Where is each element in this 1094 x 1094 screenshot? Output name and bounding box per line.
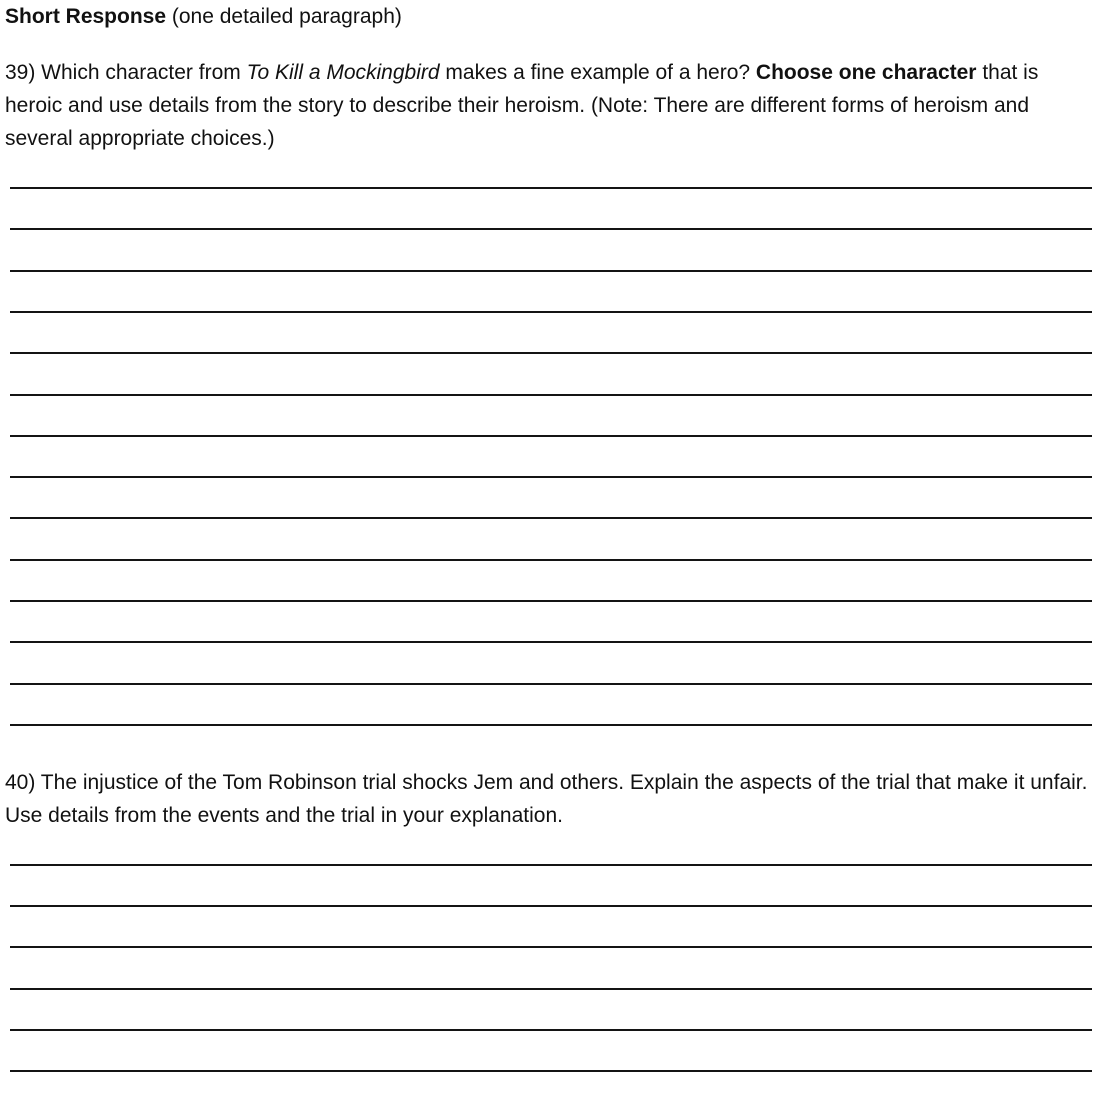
- question-39-emphasis: Choose one character: [755, 61, 977, 84]
- answer-line[interactable]: [10, 394, 1092, 396]
- answer-line[interactable]: [10, 905, 1092, 907]
- answer-line[interactable]: [10, 600, 1092, 602]
- answer-line[interactable]: [10, 683, 1092, 685]
- question-39: [5, 56, 1090, 155]
- answer-line[interactable]: [10, 559, 1092, 561]
- question-40: [5, 766, 1090, 832]
- section-heading-bold: Short Response: [5, 5, 167, 28]
- answer-line[interactable]: [10, 311, 1092, 313]
- book-title: To Kill a Mockingbird: [246, 61, 440, 84]
- answer-line[interactable]: [10, 946, 1092, 948]
- answer-line[interactable]: [10, 517, 1092, 519]
- section-heading-note: (one detailed paragraph): [171, 5, 402, 28]
- question-39-intro: 39) Which character from: [5, 61, 247, 84]
- answer-line[interactable]: [10, 270, 1092, 272]
- answer-line[interactable]: [10, 724, 1092, 726]
- answer-line[interactable]: [10, 476, 1092, 478]
- answer-line[interactable]: [10, 988, 1092, 990]
- answer-lines-40[interactable]: [10, 864, 1092, 1076]
- section-heading: [5, 4, 402, 30]
- answer-line[interactable]: [10, 1070, 1092, 1072]
- answer-line[interactable]: [10, 352, 1092, 354]
- answer-lines-39[interactable]: [10, 187, 1092, 727]
- answer-line[interactable]: [10, 228, 1092, 230]
- answer-line[interactable]: [10, 864, 1092, 866]
- answer-line[interactable]: [10, 187, 1092, 189]
- answer-line[interactable]: [10, 1029, 1092, 1031]
- answer-line[interactable]: [10, 641, 1092, 643]
- question-39-mid: makes a fine example of a hero?: [439, 61, 756, 84]
- question-39-end: that is heroic and use details from the story to describe their heroism. (Note: There are different forms of heroism and several appropriate choices.): [5, 61, 1039, 150]
- question-40-text: 40) The injustice of the Tom Robinson trial shocks Jem and others. Explain the aspects of the trial that make it unfair. Use details from the events and the trial in your explanation.: [5, 771, 1088, 827]
- answer-line[interactable]: [10, 435, 1092, 437]
